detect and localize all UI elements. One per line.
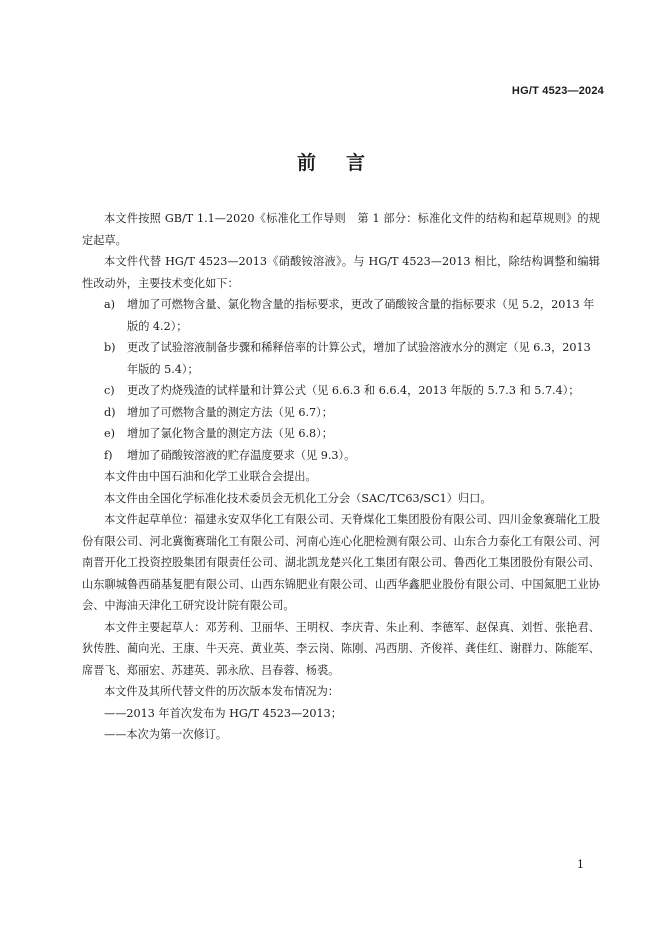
list-item-label: b): [104, 341, 116, 354]
list-item: [82, 294, 600, 337]
history-intro-paragraph: 本文件及其所代替文件的历次版本发布情况为：: [104, 685, 339, 698]
proposer-paragraph: 本文件由中国石油和化学工业联合会提出。: [104, 470, 317, 483]
paragraph: 本文件代替 HG/T 4523—2013《硝酸铵溶液》。与 HG/T 4523—2013 相比，除结构调整和编辑性改动外，主要技术变化如下：: [82, 255, 600, 290]
list-item-text: 更改了试验溶液制备步骤和稀释倍率的计算公式，增加了试验溶液水分的测定（见 6.3，2013 年版的 5.4）；: [127, 341, 591, 376]
list-item: [82, 337, 600, 380]
list-item: [82, 402, 600, 424]
drafters-paragraph: 本文件主要起草人：邓芳利、卫丽华、王明权、李庆青、朱止利、李德军、赵保真、刘哲、张艳君、狄传胜、蔺向光、王康、牛天亮、黄业英、李云岗、陈刚、冯西朋、齐俊祥、龚佳红、谢群力、陈能军、席晋飞、郑丽宏、苏建英、郭永欣、吕春蓉、杨裘。: [82, 620, 600, 677]
list-item: [82, 423, 600, 445]
list-item-label: c): [104, 384, 115, 397]
list-item-text: 更改了灼烧残渣的试样量和计算公式（见 6.6.3 和 6.6.4，2013 年版的 5.7.3 和 5.7.4）；: [127, 384, 580, 397]
list-item-text: 增加了氯化物含量的测定方法（见 6.8）；: [127, 427, 333, 440]
list-item-label: a): [104, 298, 116, 311]
document-code: HG/T 4523—2024: [511, 85, 604, 97]
list-item-label: e): [104, 427, 115, 440]
list-item-text: 增加了可燃物含量、氯化物含量的指标要求，更改了硝酸铵含量的指标要求（见 5.2，2013 年版的 4.2）；: [127, 298, 595, 333]
history-item: ——2013 年首次发布为 HG/T 4523—2013；: [104, 706, 342, 720]
list-item-text: 增加了可燃物含量的测定方法（见 6.7）；: [127, 405, 333, 419]
changes-list: [82, 294, 600, 466]
list-item-text: 增加了硝酸铵溶液的贮存温度要求（见 9.3）。: [127, 448, 356, 462]
history-item: ——本次为第一次修订。: [104, 728, 228, 741]
committee-paragraph: 本文件由全国化学标准化技术委员会无机化工分会（SAC/TC63/SC1）归口。: [104, 491, 492, 505]
foreword-body: [82, 208, 600, 746]
paragraph: 本文件按照 GB/T 1.1—2020《标准化工作导则 第 1 部分：标准化文件的结构和起草规则》的规定起草。: [82, 212, 600, 247]
list-item-label: d): [104, 405, 116, 419]
drafting-units-paragraph: 本文件起草单位：福建永安双华化工有限公司、天脊煤化工集团股份有限公司、四川金象赛瑞化工股份有限公司、河北冀衡赛瑞化工有限公司、河南心连心化肥检测有限公司、山东合力泰化工有限公司、河南晋开化工投资控股集团有限责任公司、湖北凯龙楚兴化工集团有限公司、鲁西化工集团股份有限公司、山东聊城鲁西硝基复肥有限公司、山西东锦肥业有限公司、山西华鑫肥业股份有限公司、中国氮肥工业协会、中海油天津化工研究设计院有限公司。: [82, 513, 600, 612]
page-number: 1: [577, 858, 584, 871]
list-item-label: f): [104, 448, 113, 462]
page-title: 前言: [296, 152, 395, 174]
list-item: [82, 445, 600, 467]
list-item: [82, 380, 600, 402]
